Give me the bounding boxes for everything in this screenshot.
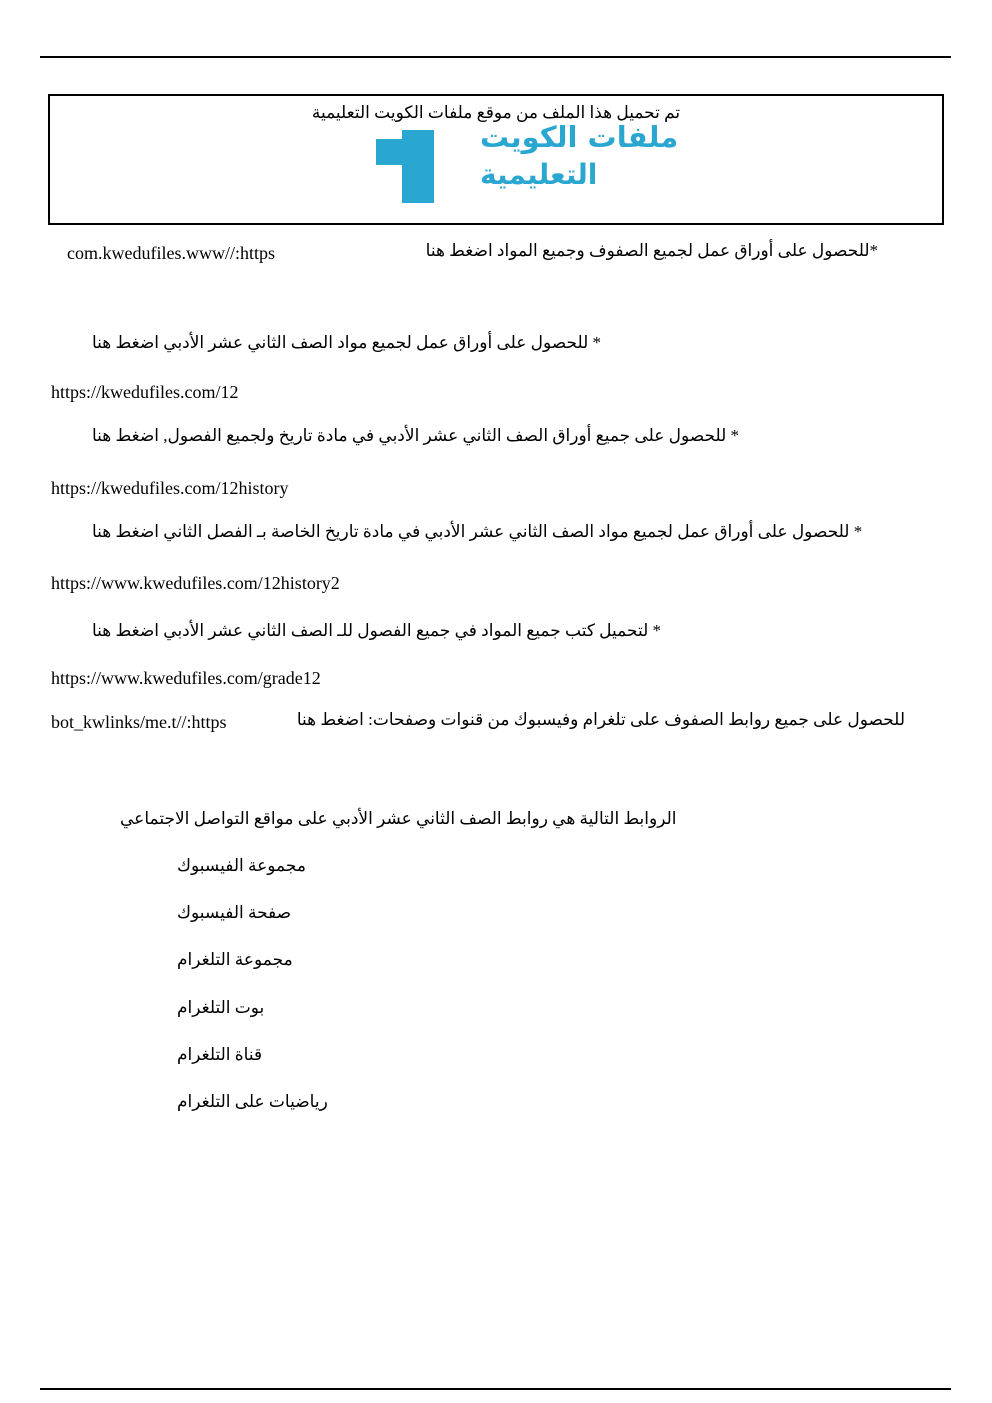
top-divider — [40, 56, 951, 58]
section-history-term2-url[interactable]: https://www.kwedufiles.com/12history2 — [51, 573, 340, 593]
site-url-link[interactable]: com.kwedufiles.www//:https — [67, 243, 275, 263]
social-link-telegram-math[interactable]: رياضيات على التلغرام — [177, 1092, 328, 1111]
social-links-heading: الروابط التالية هي روابط الصف الثاني عشر الأدبي على مواقع التواصل الاجتماعي — [120, 809, 677, 828]
social-link-telegram-bot[interactable]: بوت التلغرام — [177, 998, 265, 1017]
telegram-bot-url-link[interactable]: bot_kwlinks/me.t//:https — [51, 712, 227, 732]
section-books-url[interactable]: https://www.kwedufiles.com/grade12 — [51, 668, 321, 688]
logo-square-bottom-icon — [402, 171, 434, 203]
logo-title: ملفات الكويت — [480, 120, 679, 154]
download-notice-box — [48, 94, 944, 225]
logo-square-top-icon — [402, 130, 434, 171]
social-link-facebook-group[interactable]: مجموعة الفيسبوك — [177, 856, 306, 875]
logo-subtitle: التعليمية — [480, 158, 598, 191]
social-link-telegram-group[interactable]: مجموعة التلغرام — [177, 950, 293, 969]
section-grade12-worksheets-text: * للحصول على أوراق عمل لجميع مواد الصف الثاني عشر الأدبي اضغط هنا — [92, 333, 602, 352]
section-books-text: * لتحميل كتب جميع المواد في جميع الفصول للـ الصف الثاني عشر الأدبي اضغط هنا — [92, 621, 662, 640]
section-grade12-worksheets-url[interactable]: https://kwedufiles.com/12 — [51, 382, 239, 402]
section-history-all-terms-text: * للحصول على جميع أوراق الصف الثاني عشر الأدبي في مادة تاريخ ولجميع الفصول, اضغط هنا — [92, 426, 740, 445]
intro-instruction-text: *للحصول على أوراق عمل لجميع الصفوف وجميع المواد اضغط هنا — [425, 241, 878, 260]
section-history-all-terms-url[interactable]: https://kwedufiles.com/12history — [51, 478, 289, 498]
social-link-telegram-channel[interactable]: قناة التلغرام — [177, 1045, 263, 1064]
download-notice-text: تم تحميل هذا الملف من موقع ملفات الكويت التعليمية — [311, 103, 681, 122]
logo-square-small-icon — [376, 139, 402, 165]
social-link-facebook-page[interactable]: صفحة الفيسبوك — [177, 903, 292, 922]
bottom-divider — [40, 1388, 951, 1390]
section-history-term2-text: * للحصول على أوراق عمل لجميع مواد الصف الثاني عشر الأدبي في مادة تاريخ الخاصة بـ الفصل الثاني اضغط هنا — [92, 522, 863, 541]
telegram-instruction-text: للحصول على جميع روابط الصفوف على تلغرام وفيسبوك من قنوات وصفحات: اضغط هنا — [296, 710, 905, 729]
